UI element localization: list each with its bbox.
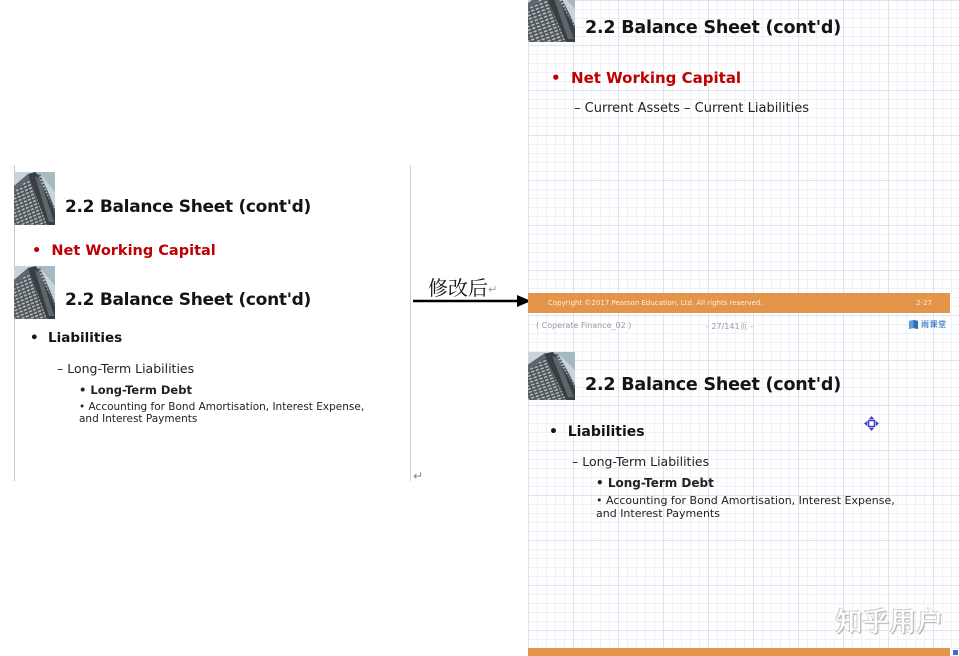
sub-bullet-item: – Current Assets – Current Liabilities xyxy=(574,101,810,116)
right-column xyxy=(528,0,959,656)
slide-page-number: 2-27 xyxy=(916,299,932,307)
book-logo-icon xyxy=(908,319,919,330)
slide-title: 2.2 Balance Sheet (cont'd) xyxy=(585,18,842,38)
platform-logo-text: 雨课堂 xyxy=(921,320,947,329)
bullet-dot-icon xyxy=(79,401,85,413)
scroll-anchor-mark xyxy=(953,650,958,655)
bullet-dot-icon xyxy=(79,383,86,397)
bullet-item: • Liabilities xyxy=(549,424,645,440)
copyright-bar xyxy=(528,293,950,313)
skyscraper-image xyxy=(14,266,55,319)
annotation-label: 修改后↵ xyxy=(428,276,498,300)
sub-sub-bullet-item: • Long-Term Debt xyxy=(79,383,192,397)
platform-logo xyxy=(908,319,947,330)
move-crosshair-icon[interactable] xyxy=(864,416,879,431)
bullet-dot-icon xyxy=(549,424,558,440)
sub-sub-bullet-item: • Accounting for Bond Amortisation, Interest Expense, and Interest Payments xyxy=(79,401,381,426)
copyright-text: Copyright ©2017 Pearson Education, Ltd. All rights reserved. xyxy=(548,299,763,307)
modification-arrow xyxy=(410,292,534,310)
bullet-dot-icon xyxy=(551,69,561,87)
return-mark: ↵ xyxy=(488,283,498,296)
zhihu-watermark: 知乎用户 xyxy=(836,608,945,638)
bullet-item: • Net Working Capital xyxy=(32,243,216,259)
sub-sub-bullet-item: • Long-Term Debt xyxy=(596,476,714,490)
sub-bullet-item: – Long-Term Liabilities xyxy=(572,454,710,469)
page-indicator: - 27/141页 - xyxy=(706,322,754,331)
bullet-dot-icon xyxy=(32,243,41,259)
skyscraper-image xyxy=(528,0,575,42)
bullet-dot-icon xyxy=(30,330,39,346)
paragraph-mark: ↵ xyxy=(413,469,424,483)
slide-title: 2.2 Balance Sheet (cont'd) xyxy=(585,375,842,395)
slide-title: 2.2 Balance Sheet (cont'd) xyxy=(65,197,311,217)
bullet-dot-icon xyxy=(596,476,604,490)
skyscraper-image xyxy=(528,352,575,400)
skyscraper-image xyxy=(14,172,55,225)
bullet-item: • Liabilities xyxy=(30,330,122,346)
document-right-border xyxy=(410,165,411,481)
course-label: ( Coperate Finance_02 ) xyxy=(536,321,632,330)
sub-sub-bullet-item: • Accounting for Bond Amortisation, Interest Expense, and Interest Payments xyxy=(596,495,918,521)
slide-title: 2.2 Balance Sheet (cont'd) xyxy=(65,290,311,310)
sub-bullet-item: – Long-Term Liabilities xyxy=(57,361,195,376)
copyright-bar-cropped xyxy=(528,648,950,656)
bullet-item: • Net Working Capital xyxy=(551,69,741,87)
